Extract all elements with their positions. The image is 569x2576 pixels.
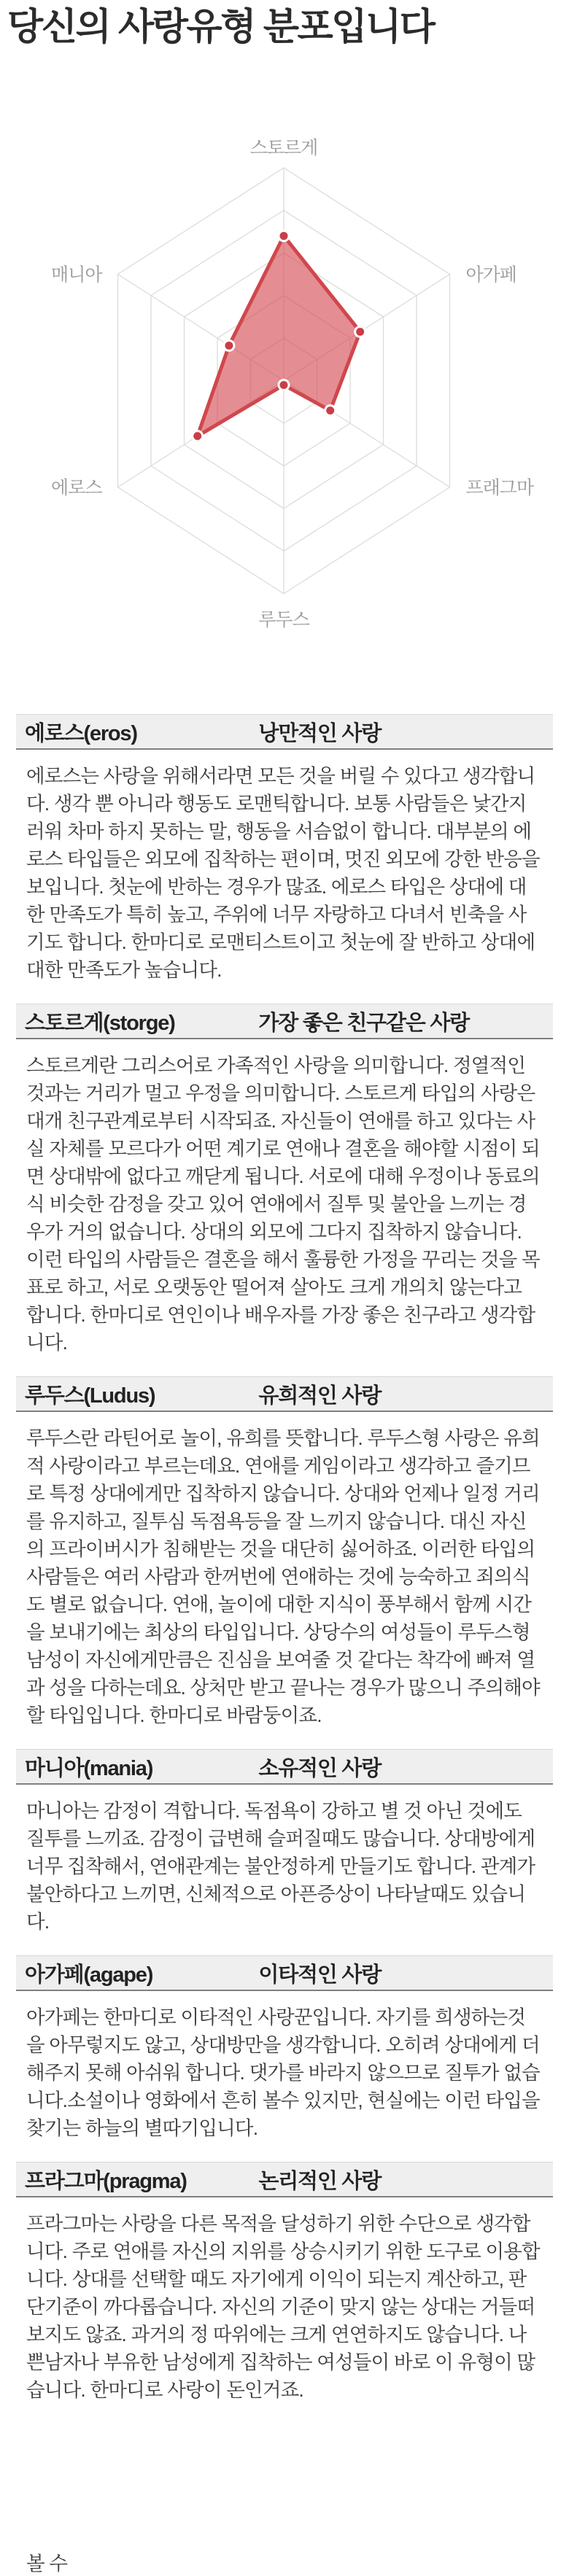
section-body-text: 프라그마는 사랑을 다른 목적을 달성하기 위한 수단으로 생각합니다. 주로 연애를 자신의 지위를 상승시키기 위한 도구로 이용합니다. 상대를 선택할 때도 자기에게 이익이 되는지 계산하고, 판단기준이 까다롭습니다. 자신의 기준이 맞지 않는 상대는 거들떠보지도 않죠. 과거의 정 따위에는 크게 연연하지도 않습니다. 나쁜남자나 부유한 남성에게 집착하는 여성들이 바로 이 유형이 많습니다. 한마디로 사랑이 돈인거죠. bbox=[26, 2213, 540, 2402]
radar-axis-label-3: 프래그마 bbox=[465, 478, 534, 499]
radar-chart-svg bbox=[0, 66, 569, 643]
section-body-text: 스토르게란 그리스어로 가족적인 사랑을 의미합니다. 정열적인 것과는 거리가 멀고 우정을 의미합니다. 스토르게 타입의 사랑은 대개 친구관계로부터 시작되죠. 자신들이 연애를 하고 있다는 사실 자체를 모르다가 어떤 계기로 연애나 결혼을 해야할 시점이 되면 상대밖에 없다고 깨닫게 됩니다. 서로에 대해 우정이나 동료의식 비슷한 감정을 갖고 있어 연애에서 질투 및 불안을 느끼는 경우가 거의 없습니다. 상대의 외모에 그다지 집착하지 않습니다. 이런 타입의 사람들은 결혼을 해서 훌륭한 가정을 꾸리는 것을 목표로 하고, 서로 오랫동안 떨어져 살아도 크게 개의치 않는다고 합니다. 한마디로 연인이나 배우자를 가장 좋은 친구라고 생각합니다. bbox=[26, 1055, 540, 1354]
radar-data-point-루두스 bbox=[279, 380, 289, 390]
section-header-bar bbox=[16, 1004, 553, 1039]
section-type-name: 프라그마(pragma) bbox=[25, 2169, 187, 2193]
page-title: 당신의 사랑유형 분포입니다 bbox=[7, 6, 434, 47]
love-type-section-6 bbox=[16, 2162, 553, 2404]
radar-data-point-매니아 bbox=[224, 341, 234, 351]
section-type-subtitle: 유희적인 사랑 bbox=[258, 1384, 382, 1408]
radar-data-point-프래그마 bbox=[325, 406, 336, 416]
section-type-subtitle: 낭만적인 사랑 bbox=[258, 721, 382, 745]
love-type-section-5 bbox=[16, 1955, 553, 2142]
section-type-name: 루두스(Ludus) bbox=[25, 1384, 155, 1408]
section-header-bar bbox=[16, 714, 553, 750]
section-type-subtitle: 소유적인 사랑 bbox=[258, 1756, 382, 1780]
section-header-bar bbox=[16, 1955, 553, 1991]
radar-data-point-에로스 bbox=[193, 431, 203, 441]
section-body-text: 마니아는 감정이 격합니다. 독점욕이 강하고 별 것 아닌 것에도 질투를 느끼죠. 감정이 급변해 슬퍼질때도 많습니다. 상대방에게 너무 집착해서, 연애관계는 불안정하게 만들기도 합니다. 관계가 불안하다고 느끼면, 신체적으로 아픈증상이 나타날때도 있습니다. bbox=[26, 1800, 535, 1933]
clipped-text-fragment: 볼 수 bbox=[26, 2553, 68, 2575]
radar-axis-label-6: 매니아 bbox=[51, 265, 102, 286]
radar-data-polygon bbox=[198, 236, 360, 436]
section-header-bar bbox=[16, 1749, 553, 1785]
section-type-subtitle: 가장 좋은 친구같은 사랑 bbox=[258, 1011, 470, 1035]
radar-axis-label-5: 에로스 bbox=[51, 478, 102, 499]
radar-data-point-아가페 bbox=[355, 327, 365, 337]
love-type-section-4 bbox=[16, 1749, 553, 1936]
section-type-name: 아가페(agape) bbox=[25, 1963, 153, 1987]
love-type-sections bbox=[0, 714, 569, 2404]
section-body-text: 루두스란 라틴어로 놀이, 유희를 뜻합니다. 루두스형 사랑은 유희적 사랑이라고 부르는데요. 연애를 게임이라고 생각하고 즐기므로 특정 상대에게만 집착하지 않습니다. 상대와 언제나 일정 거리를 유지하고, 질투심 독점욕등을 잘 느끼지 않습니다. 대신 자신의 프라이버시가 침해받는 것을 대단히 싫어하죠. 이러한 타입의 사람들은 여러 사람과 한꺼번에 연애하는 것에 능숙하고 죄의식도 별로 없습니다. 연애, 놀이에 대한 지식이 풍부해서 함께 시간을 보내기에는 최상의 타입입니다. 상당수의 여성들이 루두스형 남성이 자신에게만큼은 진심을 보여줄 것 같다는 착각에 빠져 열과 성을 다하는데요. 상처만 받고 끝나는 경우가 많으니 주의해야할 타입입니다. 한마디로 바람둥이죠. bbox=[26, 1427, 540, 1727]
section-header-bar bbox=[16, 2162, 553, 2197]
radar-axis-label-4: 루두스 bbox=[258, 610, 309, 631]
love-type-section-2 bbox=[16, 1004, 553, 1357]
section-type-subtitle: 이타적인 사랑 bbox=[258, 1963, 382, 1987]
section-header-bar bbox=[16, 1376, 553, 1412]
section-body-text: 아가페는 한마디로 이타적인 사랑꾼입니다. 자기를 희생하는것을 아무렇지도 않고, 상대방만을 생각합니다. 오히려 상대에게 더 해주지 못해 아쉬워 합니다. 댓가를 바라지 않으므로 질투가 없습니다.소설이나 영화에서 흔히 볼수 있지만, 현실에는 이런 타입을 찾기는 하늘의 별따기입니다. bbox=[26, 2006, 540, 2140]
section-type-name: 에로스(eros) bbox=[25, 721, 137, 745]
section-type-name: 스토르게(storge) bbox=[25, 1011, 175, 1035]
love-type-section-1 bbox=[16, 714, 553, 984]
section-body-text: 에로스는 사랑을 위해서라면 모든 것을 버릴 수 있다고 생각합니다. 생각 뿐 아니라 행동도 로맨틱합니다. 보통 사람들은 낯간지러워 차마 하지 못하는 말, 행동을 서슴없이 합니다. 대부분의 에로스 타입들은 외모에 집착하는 편이며, 멋진 외모에 강한 반응을 보입니다. 첫눈에 반하는 경우가 많죠. 에로스 타입은 상대에 대한 만족도가 특히 높고, 주위에 너무 자랑하고 다녀서 빈축을 사기도 합니다. 한마디로 로맨티스트이고 첫눈에 잘 반하고 상대에 대한 만족도가 높습니다. bbox=[26, 765, 540, 982]
radar-data-point-스토르게 bbox=[279, 231, 289, 241]
love-type-radar-chart bbox=[0, 49, 569, 714]
radar-axis-label-2: 아가페 bbox=[465, 265, 516, 286]
radar-axis-label-1: 스토르게 bbox=[249, 138, 318, 159]
section-type-subtitle: 논리적인 사랑 bbox=[258, 2169, 382, 2193]
section-type-name: 마니아(mania) bbox=[25, 1756, 153, 1780]
love-type-section-3 bbox=[16, 1376, 553, 1729]
